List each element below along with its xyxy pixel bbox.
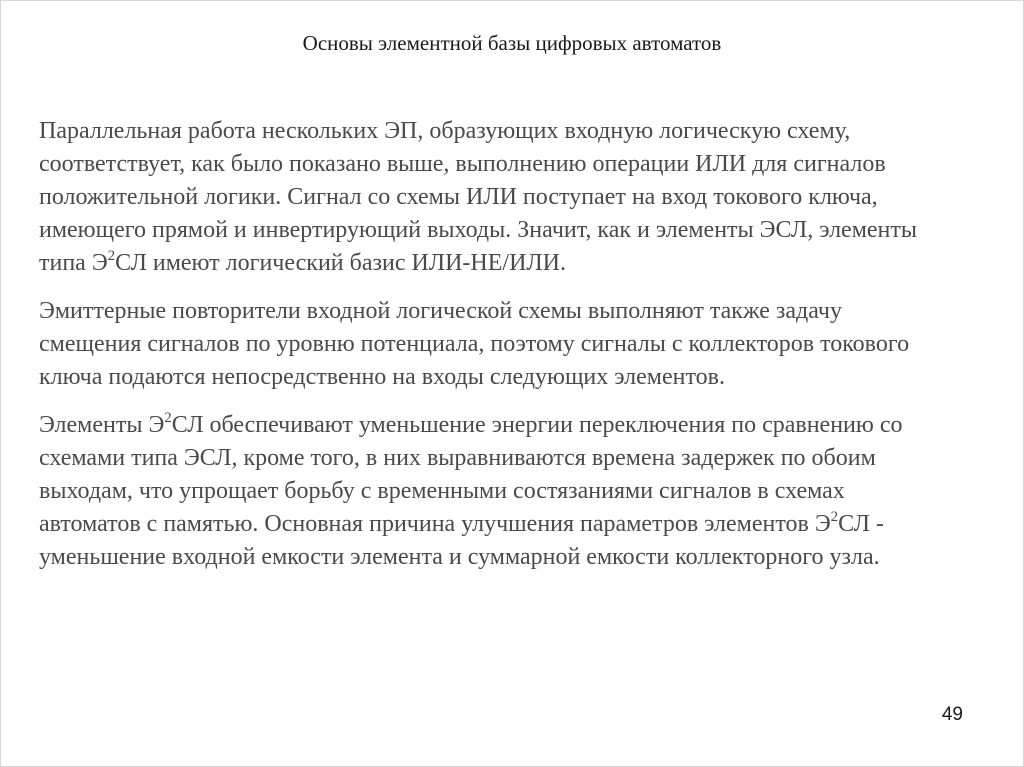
paragraph-3-line-5: уменьшение входной емкости элемента и суммарной емкости коллекторного узла. bbox=[39, 544, 880, 570]
paragraph-1-line-5 bbox=[39, 247, 989, 280]
paragraph-3-line-2: схемами типа ЭСЛ, кроме того, в них выравниваются времена задержек по обоим bbox=[39, 445, 876, 471]
superscript: 2 bbox=[107, 248, 116, 264]
paragraph-2-line-2: смещения сигналов по уровню потенциала, поэтому сигналы с коллекторов токового bbox=[39, 331, 910, 357]
page-number: 49 bbox=[941, 704, 963, 725]
text-run: Элементы Э bbox=[39, 412, 165, 438]
text-run: СЛ - bbox=[838, 511, 884, 537]
paragraph-3-line-4 bbox=[39, 508, 989, 541]
slide-title: Основы элементной базы цифровых автоматов bbox=[302, 31, 722, 55]
paragraph-1-line-2: соответствует, как было показано выше, выполнению операции ИЛИ для сигналов bbox=[39, 151, 886, 177]
paragraph-3-line-1 bbox=[39, 409, 989, 442]
text-run: СЛ имеют логический базис ИЛИ-НЕ/ИЛИ. bbox=[115, 250, 567, 276]
paragraph-1-line-3: положительной логики. Сигнал со схемы ИЛИ поступает на вход токового ключа, bbox=[39, 184, 878, 210]
paragraph-3 bbox=[39, 409, 989, 574]
superscript: 2 bbox=[830, 509, 839, 525]
superscript: 2 bbox=[164, 410, 172, 426]
paragraph-2 bbox=[39, 295, 989, 394]
slide-body bbox=[39, 115, 989, 589]
paragraph-3-line-3: выходам, что упрощает борьбу с временными состязаниями сигналов в схемах bbox=[39, 478, 845, 504]
paragraph-1-line-4: имеющего прямой и инвертирующий выходы. Значит, как и элементы ЭСЛ, элементы bbox=[39, 217, 917, 243]
text-run: типа Э bbox=[39, 250, 108, 276]
paragraph-1 bbox=[39, 115, 989, 280]
text-run: автоматов с памятью. Основная причина улучшения параметров элементов Э bbox=[39, 511, 831, 537]
paragraph-1-line-1: Параллельная работа нескольких ЭП, образующих входную логическую схему, bbox=[39, 118, 851, 144]
text-run: СЛ обеспечивают уменьшение энергии переключения по сравнению со bbox=[171, 412, 903, 438]
paragraph-2-line-1: Эмиттерные повторители входной логической схемы выполняют также задачу bbox=[39, 298, 842, 324]
paragraph-2-line-3: ключа подаются непосредственно на входы следующих элементов. bbox=[39, 364, 725, 390]
